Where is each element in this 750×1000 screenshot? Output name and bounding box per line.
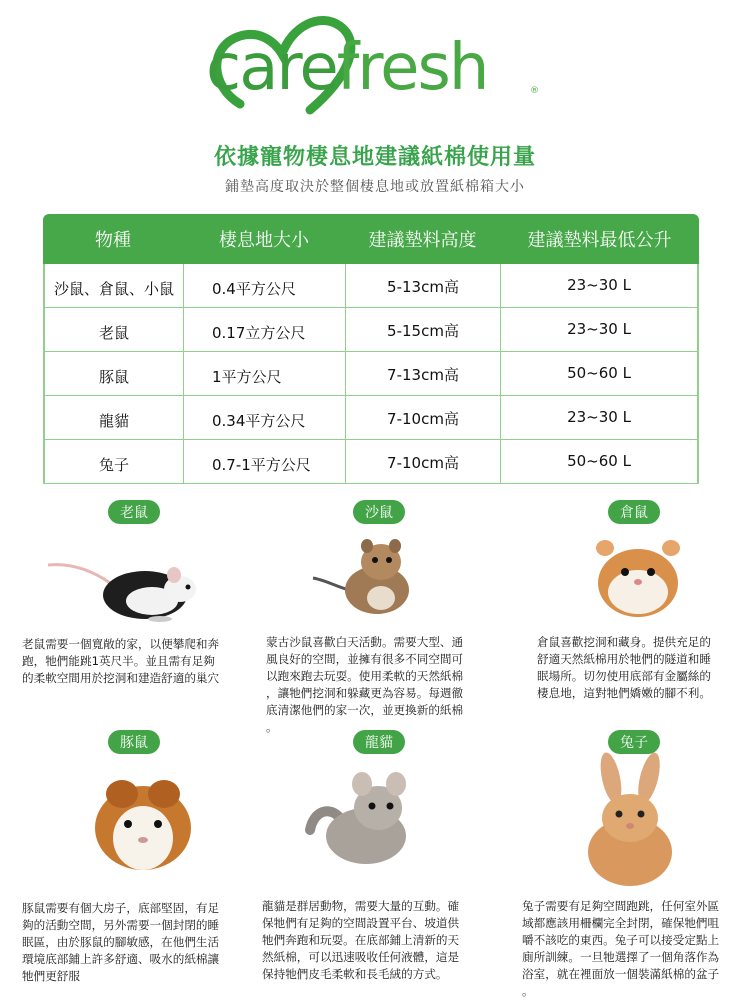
badge-gerbil: 沙鼠 xyxy=(353,500,405,524)
page-title: 依據寵物棲息地建議紙棉使用量 xyxy=(213,145,536,170)
badge-rat: 老鼠 xyxy=(108,500,160,524)
badge-guinea-pig: 豚鼠 xyxy=(108,730,160,754)
table-row xyxy=(43,396,699,440)
rabbit-description: 兔子需要有足夠空間跑跳，任何室外區 域都應該用柵欄完全封閉，確保牠們咀 嚼不該吃的東西。兔子可以接受定點上 廁所訓練。一旦牠選擇了一個角落作為 浴室，就在裡面放一個裝滿紙棉的盆子 。 xyxy=(522,899,720,998)
cell-habitat-size: 0.17立方公尺 xyxy=(183,308,345,351)
cell-habitat-size: 1平方公尺 xyxy=(183,352,345,395)
cell-min-liters: 23~30 L xyxy=(500,264,699,307)
hamster-photo-icon xyxy=(583,528,693,623)
bedding-table xyxy=(43,214,699,484)
chinchilla-description: 龍貓是群居動物，需要大量的互動。確 保牠們有足夠的空間設置平台、坡道供 牠們奔跑和玩耍。在底部鋪上清新的天 然紙棉，可以迅速吸收任何液體，這是 保持牠們皮毛柔軟和長毛絨的方式。 xyxy=(262,899,460,981)
cell-bedding-height: 7-10cm高 xyxy=(345,440,500,483)
page-subtitle: 鋪墊高度取決於整個棲息地或放置紙棉箱大小 xyxy=(225,179,525,195)
header-species: 物種 xyxy=(95,230,131,251)
table-row xyxy=(43,352,699,396)
cell-min-liters: 50~60 L xyxy=(500,440,699,483)
table-header xyxy=(43,214,699,264)
cell-bedding-height: 5-13cm高 xyxy=(345,264,500,307)
table-row xyxy=(43,440,699,484)
header-min-liters: 建議墊料最低公升 xyxy=(527,230,672,251)
gerbil-photo-icon xyxy=(305,528,435,623)
cell-min-liters: 23~30 L xyxy=(500,396,699,439)
rat-photo-icon xyxy=(40,535,200,625)
logo-fresh-text: fresh xyxy=(336,31,488,105)
cell-bedding-height: 7-13cm高 xyxy=(345,352,500,395)
chinchilla-photo-icon xyxy=(300,770,420,870)
rabbit-photo-icon xyxy=(575,752,685,892)
badge-rabbit: 兔子 xyxy=(608,730,660,754)
guinea-pig-photo-icon xyxy=(88,768,198,878)
rat-description: 老鼠需要一個寬敞的家，以便攀爬和奔 跑，牠們能跳1英尺半。並且需有足夠 的柔軟空間用於挖洞和建造舒適的巢穴 xyxy=(22,637,220,685)
cell-min-liters: 23~30 L xyxy=(500,308,699,351)
cell-bedding-height: 5-15cm高 xyxy=(345,308,500,351)
badge-chinchilla: 龍貓 xyxy=(353,730,405,754)
cell-species: 兔子 xyxy=(43,440,183,483)
registered-mark: ® xyxy=(530,86,539,96)
header-bedding-height: 建議墊料高度 xyxy=(368,230,477,251)
cell-bedding-height: 7-10cm高 xyxy=(345,396,500,439)
cell-species: 龍貓 xyxy=(43,396,183,439)
hamster-description: 倉鼠喜歡挖洞和藏身。提供充足的 舒適天然紙棉用於牠們的隧道和睡 眠場所。切勿使用底部有金屬絲的 棲息地，這對牠們嬌嫩的腳不利。 xyxy=(537,635,711,700)
header-habitat-size: 棲息地大小 xyxy=(219,230,309,251)
cell-species: 老鼠 xyxy=(43,308,183,351)
cell-species: 沙鼠、倉鼠、小鼠 xyxy=(43,264,183,307)
cell-habitat-size: 0.4平方公尺 xyxy=(183,264,345,307)
badge-hamster: 倉鼠 xyxy=(608,500,660,524)
carefresh-logo xyxy=(200,6,550,124)
gerbil-description: 蒙古沙鼠喜歡白天活動。需要大型、通 風良好的空間，並擁有很多不同空間可 以跑來跑去玩耍。使用柔軟的天然紙棉 ，讓牠們挖洞和躲藏更為容易。每週徹 底清潔他們的家一次，並更換新的紙棉 。 xyxy=(266,635,464,734)
cell-min-liters: 50~60 L xyxy=(500,352,699,395)
table-row xyxy=(43,264,699,308)
table-row xyxy=(43,308,699,352)
cell-habitat-size: 0.7-1平方公尺 xyxy=(183,440,345,483)
guinea-pig-description: 豚鼠需要有個大房子，底部堅固，有足 夠的活動空間，另外需要一個封閉的睡 眠區，由於豚鼠的腳敏感，在他們生活 環境底部鋪上許多舒適、吸水的紙棉讓 牠們更舒服 xyxy=(22,901,220,983)
cell-habitat-size: 0.34平方公尺 xyxy=(183,396,345,439)
cell-species: 豚鼠 xyxy=(43,352,183,395)
logo-care-text: care xyxy=(206,31,337,105)
